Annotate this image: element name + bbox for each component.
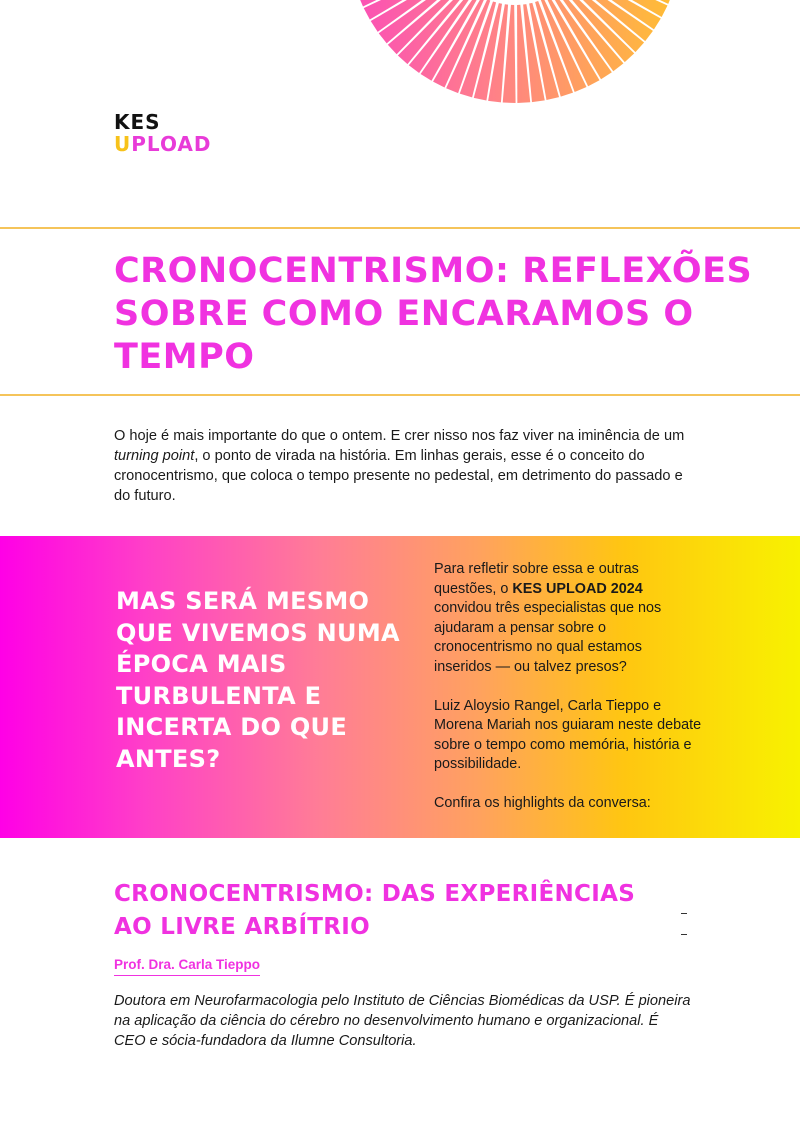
band-paragraph-3: Confira os highlights da conversa: bbox=[434, 795, 651, 811]
band-p1-before: Para refletir sobre essa e outras questões, o bbox=[434, 561, 639, 597]
band-paragraph-1 bbox=[434, 560, 702, 677]
kes-upload-logo bbox=[114, 111, 211, 155]
intro-paragraph bbox=[114, 426, 689, 506]
band-paragraph-2: Luiz Aloysio Rangel, Carla Tieppo e Morena Mariah nos guiaram neste debate sobre o tempo como memória, história e possibilidade. bbox=[434, 697, 702, 772]
logo-line-upload bbox=[114, 133, 211, 155]
highlight-question: MAS SERÁ MESMO QUE VIVEMOS NUMA ÉPOCA MAIS TURBULENTA E INCERTA DO QUE ANTES? bbox=[116, 587, 400, 773]
divider-bottom bbox=[0, 394, 800, 396]
band-p1-after: convidou três especialistas que nos ajudaram a pensar sobre o cronocentrismo no qual estamos inseridos — ou talvez presos? bbox=[434, 600, 662, 675]
section-title: CRONOCENTRISMO: DAS EXPERIÊNCIAS AO LIVRE ARBÍTRIO bbox=[114, 881, 636, 940]
logo-line-kes: KES bbox=[114, 110, 161, 134]
event-name: KES UPLOAD 2024 bbox=[512, 580, 643, 597]
intro-text-2: , o ponto de virada na história. Em linhas gerais, esse é o conceito do cronocentrismo, que coloca o tempo presente no pedestal, em detrimento do passado e do futuro. bbox=[114, 448, 683, 504]
logo-letter-u: U bbox=[114, 132, 132, 156]
intro-text-1: O hoje é mais importante do que o ontem. E crer nisso nos faz viver na iminência de um bbox=[114, 428, 685, 444]
author-bio: Doutora em Neurofarmacologia pelo Instituto de Ciências Biomédicas da USP. É pioneira na aplicação da ciência do cérebro no desenvolvimento humano e organizacional. É CEO e sócia-fundadora da Ilumne Consultoria. bbox=[114, 993, 691, 1049]
intro-emphasis: turning point bbox=[114, 448, 195, 464]
band-text-column bbox=[434, 560, 702, 833]
author-name: Prof. Dra. Carla Tieppo bbox=[114, 957, 260, 976]
divider-top bbox=[0, 227, 800, 229]
dash-mark bbox=[681, 913, 687, 914]
page-title: CRONOCENTRISMO: REFLEXÕES SOBRE COMO ENCARAMOS O TEMPO bbox=[114, 251, 753, 377]
logo-line-upload-rest: PLOAD bbox=[131, 132, 212, 156]
dash-mark bbox=[681, 934, 687, 935]
